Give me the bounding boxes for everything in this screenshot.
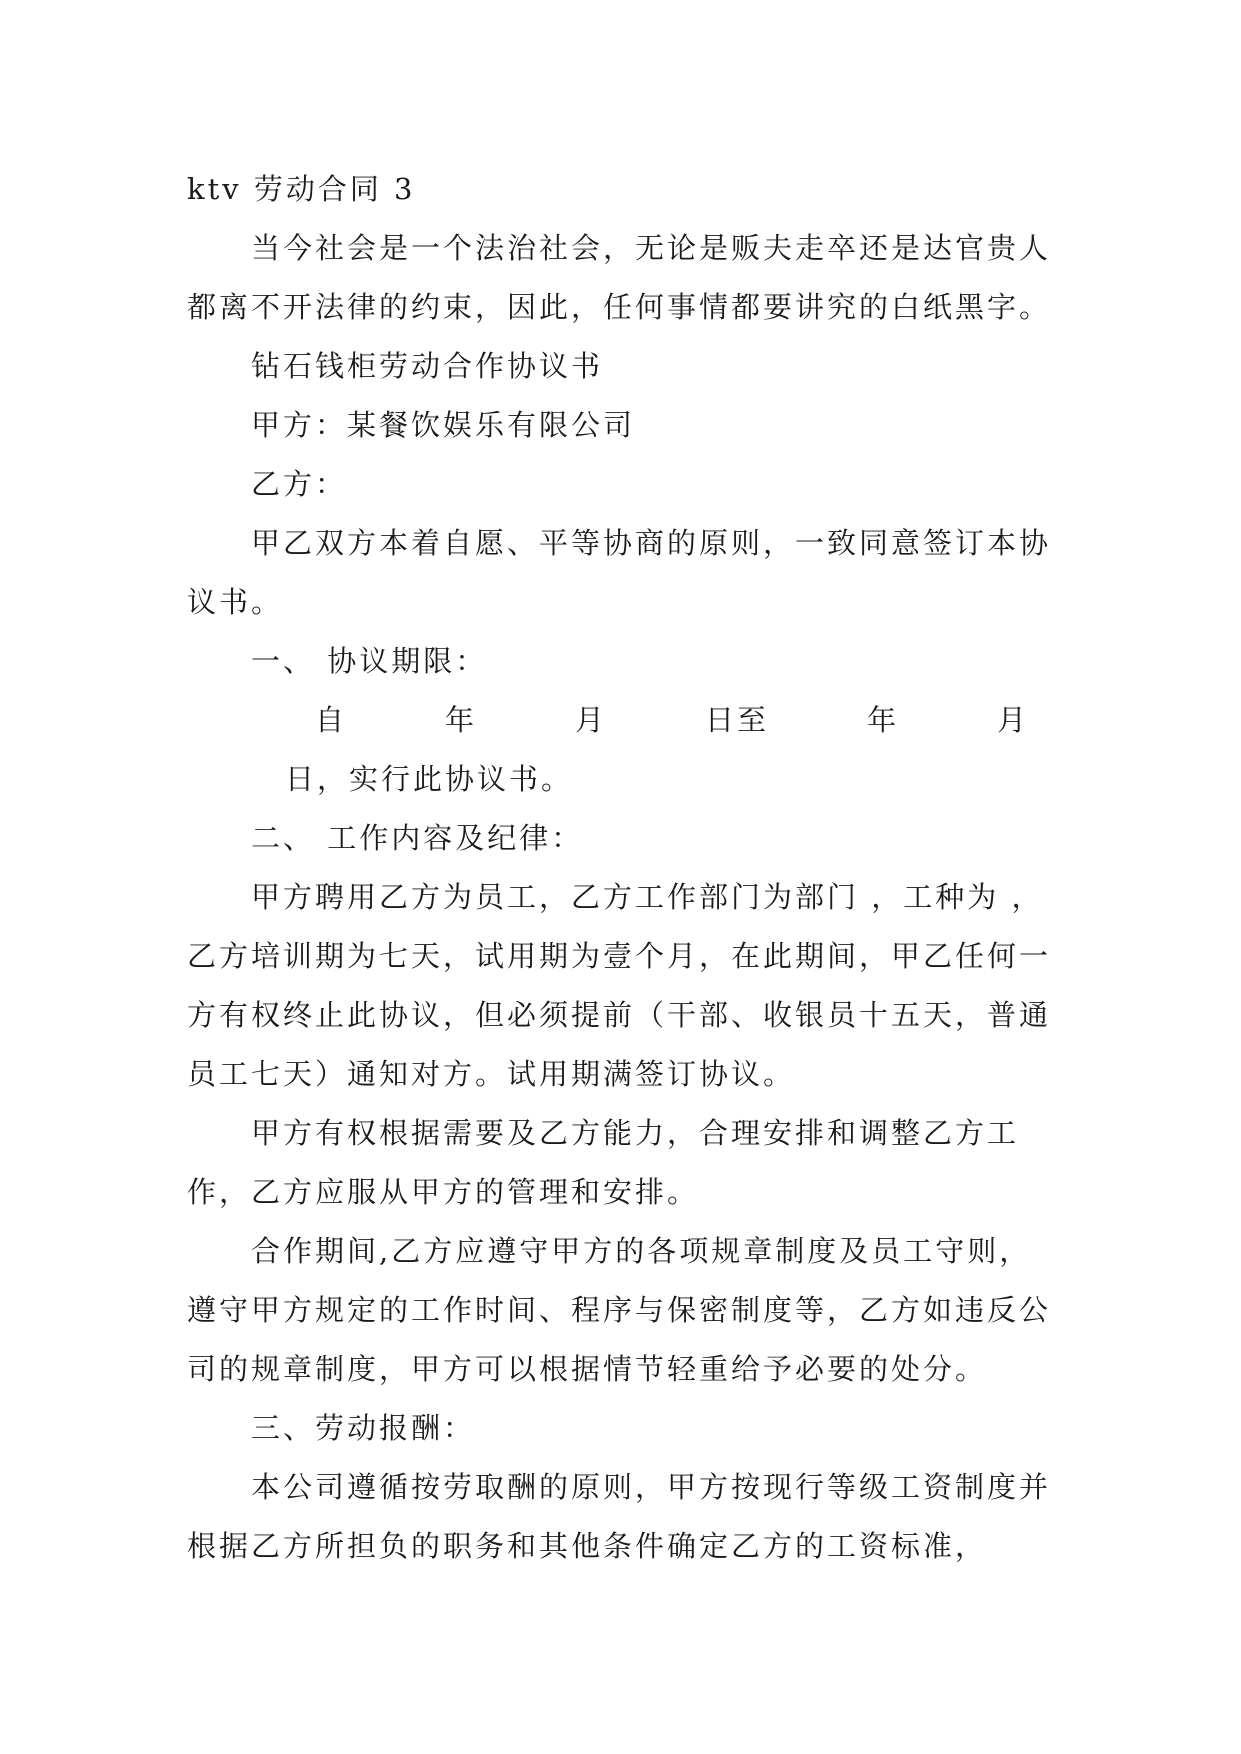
date-day-1-to: 日至 bbox=[705, 703, 770, 737]
date-month-2: 月 bbox=[997, 703, 1030, 737]
date-from: 自 bbox=[315, 703, 348, 737]
date-tail: 日，实行此协议书。 bbox=[285, 762, 574, 796]
section-three-heading: 三、劳动报酬： bbox=[251, 1411, 476, 1445]
date-month-1: 月 bbox=[575, 703, 608, 737]
rules-paragraph: 合作期间,乙方应遵守甲方的各项规章制度及员工守则，遵守甲方规定的工作时间、程序与保密制度等，乙方如违反公司的规章制度，甲方可以根据情节轻重给予必要的处分。 bbox=[187, 1234, 1052, 1386]
date-year-2: 年 bbox=[867, 703, 900, 737]
agreement-principle-paragraph: 甲乙双方本着自愿、平等协商的原则，一致同意签订本协议书。 bbox=[187, 526, 1052, 619]
party-a-line: 甲方：某餐饮娱乐有限公司 bbox=[251, 408, 636, 442]
section-two-heading: 二、 工作内容及纪律： bbox=[251, 821, 584, 855]
section-one-heading: 一、 协议期限： bbox=[251, 644, 488, 678]
intro-paragraph: 当今社会是一个法治社会，无论是贩夫走卒还是达官贵人都离不开法律的约束，因此，任何事情都要讲究的白纸黑字。 bbox=[187, 231, 1052, 324]
document-body bbox=[187, 160, 1057, 1576]
employment-paragraph: 甲方聘用乙方为员工，乙方工作部门为部门 ，工种为 ，乙方培训期为七天，试用期为壹个月，在此期间，甲乙任何一方有权终止此协议，但必须提前（干部、收银员十五天，普通员工七天）通知对方。试用期满签订协议。 bbox=[187, 880, 1052, 1091]
work-arrangement-paragraph: 甲方有权根据需要及乙方能力，合理安排和调整乙方工作，乙方应服从甲方的管理和安排。 bbox=[187, 1116, 1020, 1209]
agreement-period-line bbox=[187, 691, 1057, 809]
document-title: ktv 劳动合同 3 bbox=[187, 172, 416, 206]
compensation-paragraph: 本公司遵循按劳取酬的原则，甲方按现行等级工资制度并根据乙方所担负的职务和其他条件确定乙方的工资标准， bbox=[187, 1470, 1052, 1563]
agreement-heading: 钻石钱柜劳动合作协议书 bbox=[251, 349, 604, 383]
date-year-1: 年 bbox=[445, 703, 478, 737]
party-b-line: 乙方： bbox=[251, 467, 348, 501]
